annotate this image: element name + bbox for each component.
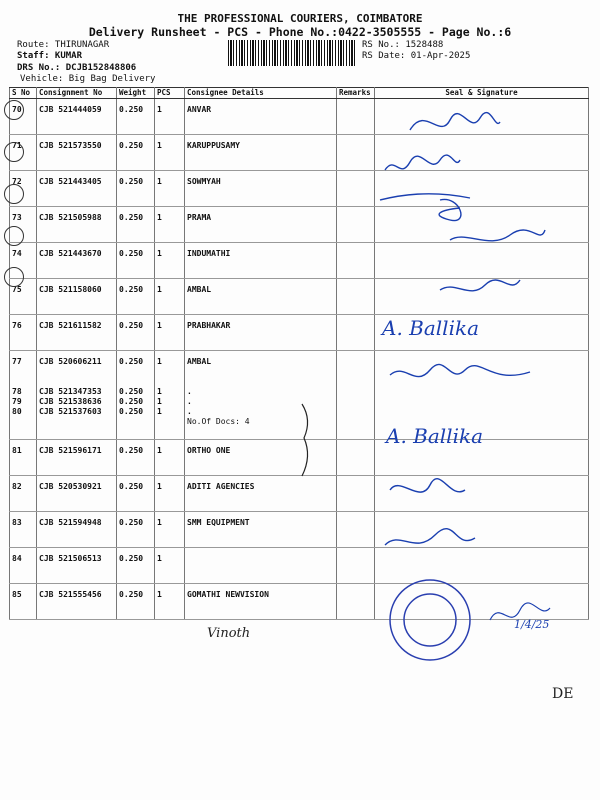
company-title: THE PROFESSIONAL COURIERS, COIMBATORE	[177, 12, 423, 25]
circle-mark	[4, 226, 24, 246]
rs-date: RS Date: 01-Apr-2025	[362, 51, 471, 61]
circle-mark	[4, 184, 24, 204]
staff: Staff: KUMAR	[17, 51, 83, 61]
signature-scribbles-lower	[380, 470, 580, 690]
col-remarks: Remarks	[337, 88, 375, 99]
col-consignment: Consignment No	[37, 88, 117, 99]
table-row: 70 CJB 521444059 0.250 1 ANVAR	[10, 99, 589, 135]
route: Route: THIRUNAGAR	[17, 40, 110, 50]
runsheet-subtitle: Delivery Runsheet - PCS - Phone No.:0422-3505555 - Page No.:6	[88, 25, 512, 39]
circle-mark	[4, 142, 24, 162]
col-pcs: PCS	[155, 88, 185, 99]
barcode	[228, 40, 356, 66]
table-row: 71 CJB 521573550 0.250 1 KARUPPUSAMY	[10, 135, 589, 171]
vehicle: Vehicle: Big Bag Delivery	[20, 74, 156, 84]
signature-scribbles	[370, 100, 550, 430]
circle-mark	[4, 100, 24, 120]
table-row: 84 CJB 521506513 0.250 1	[10, 548, 589, 584]
col-weight: Weight	[117, 88, 155, 99]
rs-number: RS No.: 1528488	[362, 40, 444, 50]
handwritten-vinoth: Vinoth	[207, 626, 251, 641]
col-sno: S No	[10, 88, 37, 99]
table-row: 82 CJB 520530921 0.250 1 ADITI AGENCIES	[10, 476, 589, 512]
table-row: 81 CJB 521596171 0.250 1 ORTHO ONE	[10, 440, 589, 476]
table-row: 83 CJB 521594948 0.250 1 SMM EQUIPMENT	[10, 512, 589, 548]
handwritten-de: DE	[552, 686, 574, 702]
signature-ballika-1: A. Ballika	[382, 316, 480, 340]
table-row: 76 CJB 521611582 0.250 1 PRABHAKAR	[10, 315, 589, 351]
col-signature: Seal & Signature	[375, 88, 589, 99]
table-row: 74 CJB 521443670 0.250 1 INDUMATHI	[10, 243, 589, 279]
bracket-mark	[298, 400, 318, 480]
drs-number: DRS No.: DCJB152848806	[17, 63, 137, 73]
table-row-group: 77 78 79 80 CJB 520606211 CJB 521347353 CJB 521538636 CJB 521537603 0.250 0.250 0.250 0.250 1 1 1 1 AMBAL . . . No.Of Docs: 4	[10, 351, 589, 440]
date-handwritten: 1/4/25	[514, 618, 550, 631]
signature-ballika-2: A. Ballika	[386, 424, 484, 448]
table-row: 75 CJB 521158060 0.250 1 AMBAL	[10, 279, 589, 315]
doc-count: No.Of Docs: 4	[187, 417, 250, 426]
table-row: 85 CJB 521555456 0.250 1 GOMATHI NEWVISION	[10, 584, 589, 620]
table-row: 72 CJB 521443405 0.250 1 SOWMYAH	[10, 171, 589, 207]
circle-mark	[4, 267, 24, 287]
table-row: 73 CJB 521505988 0.250 1 PRAMA	[10, 207, 589, 243]
col-consignee: Consignee Details	[185, 88, 337, 99]
